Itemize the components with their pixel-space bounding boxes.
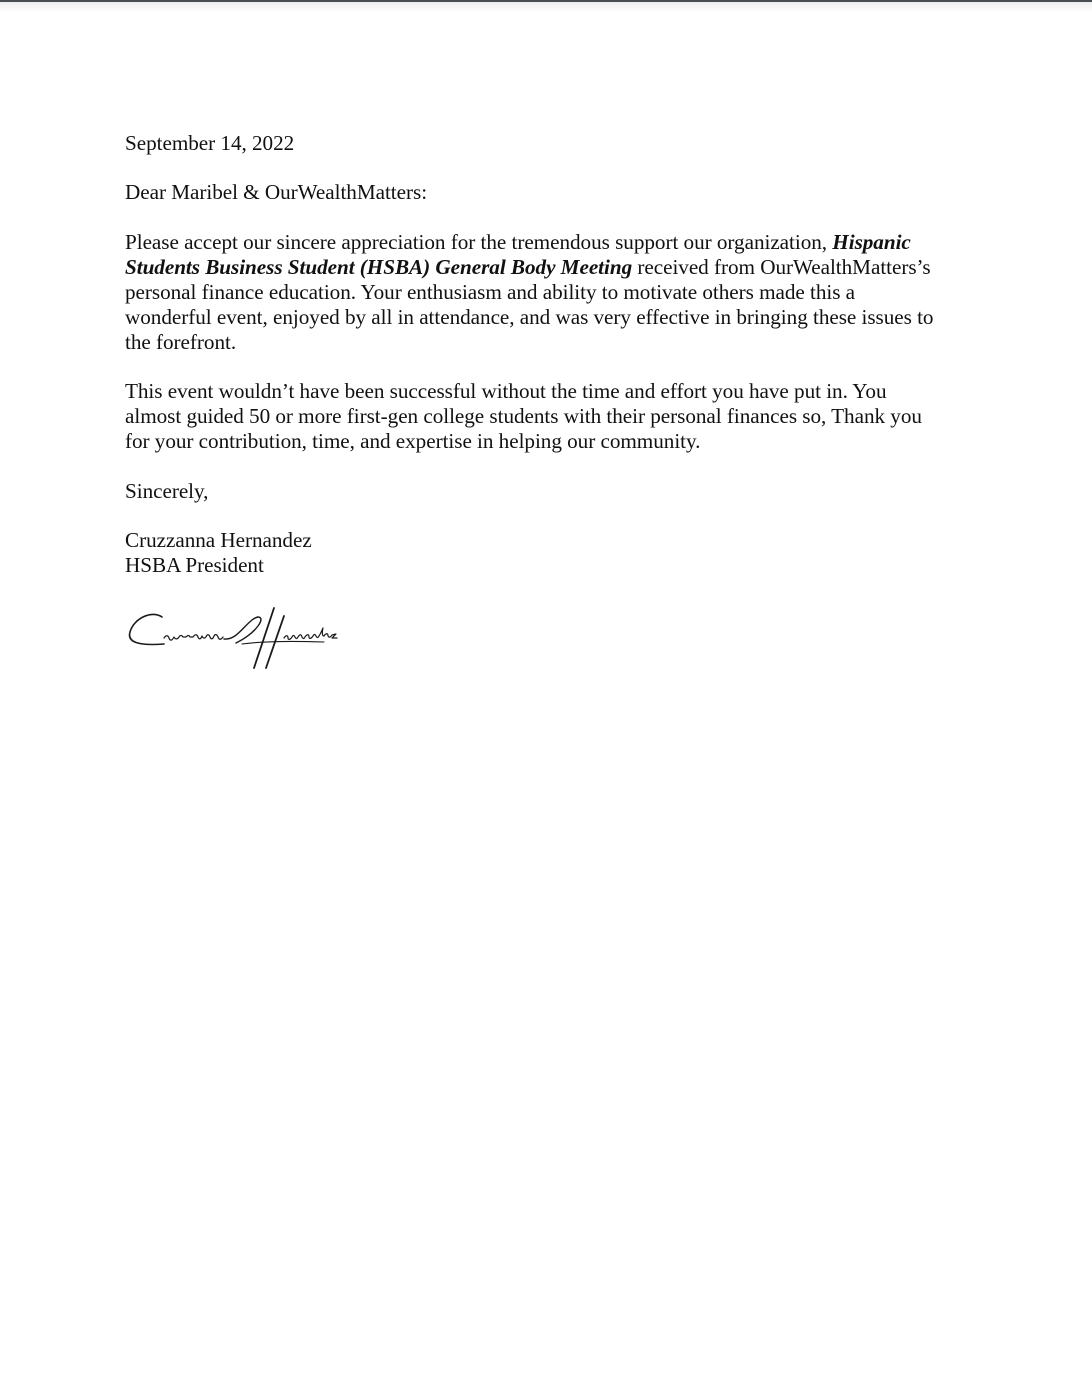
text-run: received from OurWealthMatters’s [632,255,931,279]
paragraph-line: the forefront. [125,330,237,354]
handwritten-signature-icon [124,600,364,672]
paragraph-line [125,230,911,255]
paragraph-line: for your contribution, time, and expertise in helping our community. [125,429,701,453]
letter-closing: Sincerely, [125,479,209,503]
paragraph-line [125,255,931,280]
letter-date: September 14, 2022 [125,131,295,155]
letter-salutation: Dear Maribel & OurWealthMatters: [125,180,428,204]
text-run: Please accept our sincere appreciation for the tremendous support our organization, [125,230,833,254]
signer-title: HSBA President [125,553,264,577]
paragraph-line: This event wouldn’t have been successful without the time and effort you have put in. You [125,379,887,403]
signer-name: Cruzzanna Hernandez [125,528,312,552]
organization-name-emphasis: Hispanic [832,230,911,254]
paragraph-line: almost guided 50 or more first-gen college students with their personal finances so, Thank you [125,404,922,428]
paragraph-line: personal finance education. Your enthusiasm and ability to motivate others made this a [125,280,856,304]
organization-name-emphasis: Students Business Student (HSBA) General Body Meeting [125,255,633,279]
paragraph-line: wonderful event, enjoyed by all in attendance, and was very effective in bringing these issues to [125,305,934,329]
